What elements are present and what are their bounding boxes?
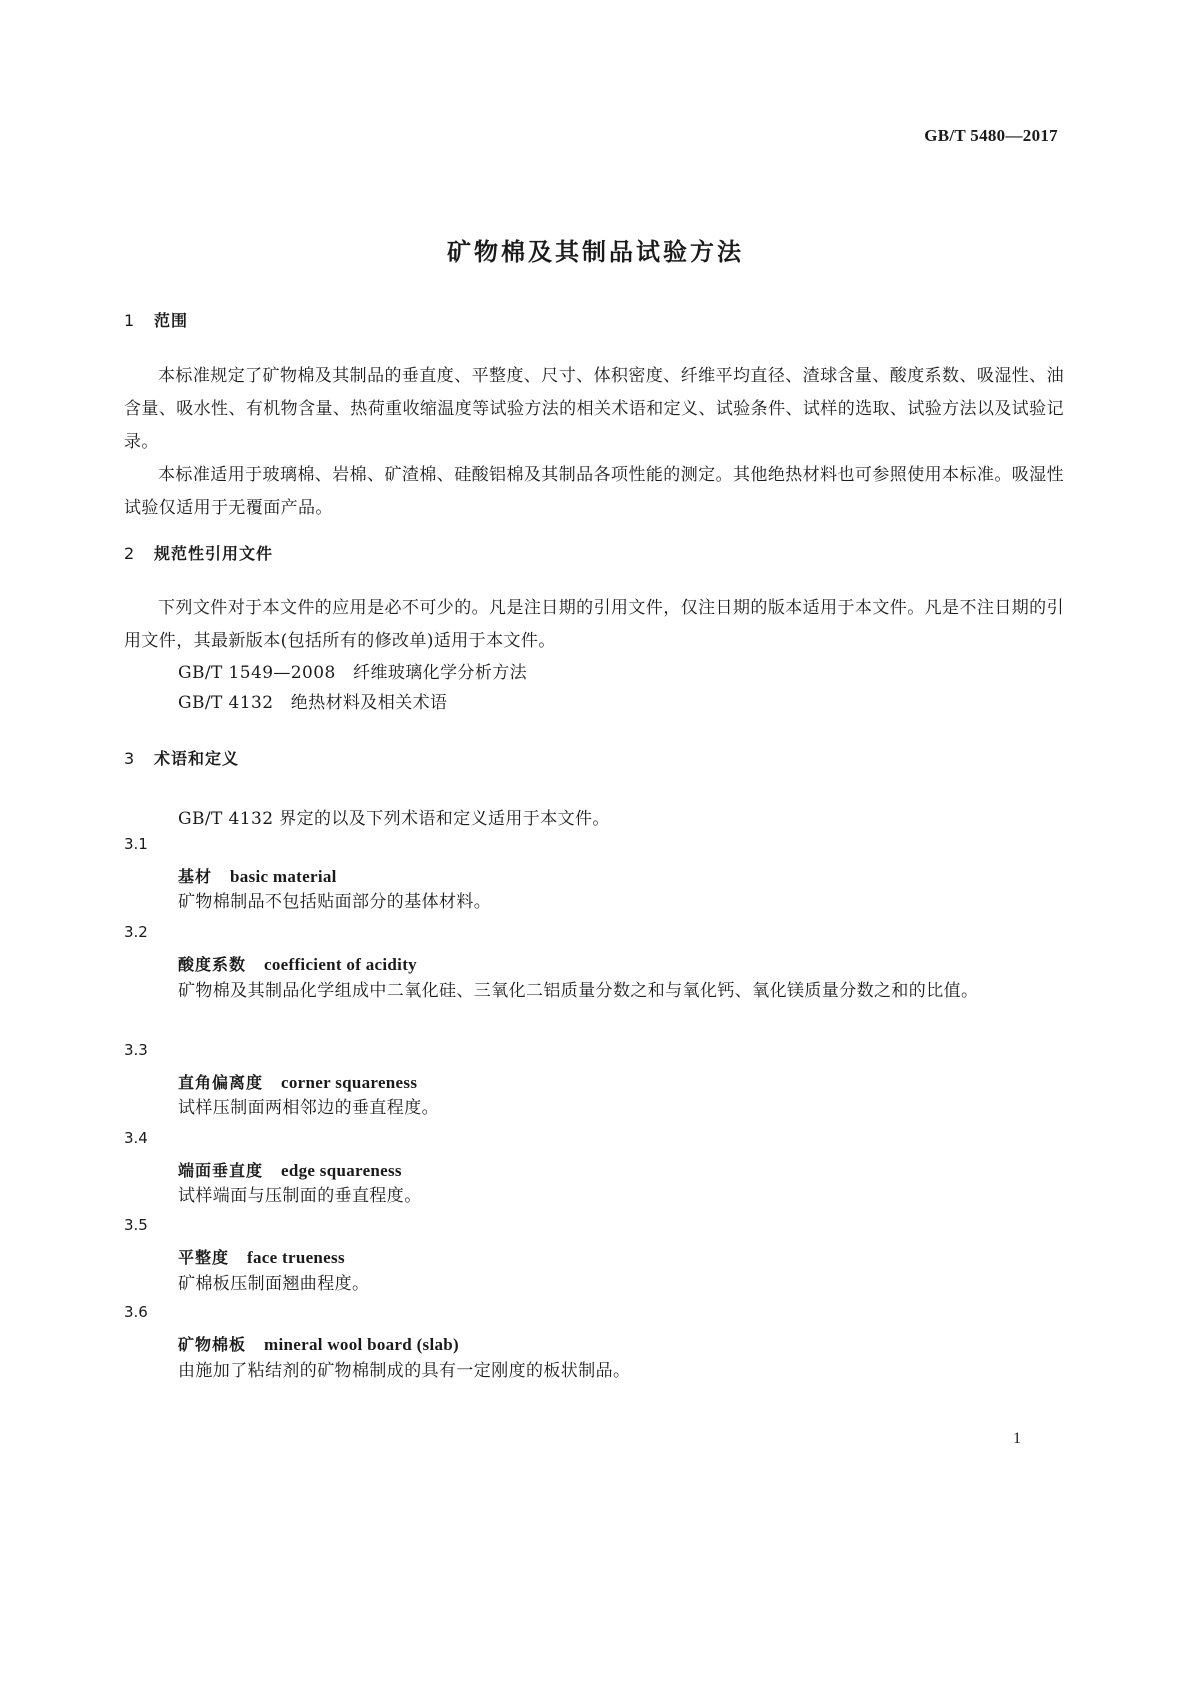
term-heading [178, 864, 337, 887]
term-number: 3.5 [124, 1216, 148, 1234]
terms-intro: GB/T 4132 界定的以及下列术语和定义适用于本文件。 [178, 809, 610, 829]
term-number: 3.1 [124, 835, 148, 853]
term-definition: 由施加了粘结剂的矿物棉制成的具有一定刚度的板状制品。 [178, 1361, 631, 1381]
term-zh: 端面垂直度 [178, 1161, 264, 1180]
term-zh: 矿物棉板 [178, 1335, 247, 1354]
term-definition: 矿物棉制品不包括贴面部分的基体材料。 [178, 892, 492, 912]
section-number: 3 [124, 749, 136, 768]
term-en: corner squareness [281, 1073, 418, 1092]
term-zh: 直角偏离度 [178, 1073, 264, 1092]
term-heading [178, 952, 417, 975]
section-heading-terms [124, 746, 239, 769]
paragraph: 下列文件对于本文件的应用是必不可少的。凡是注日期的引用文件，仅注日期的版本适用于本文件。凡是不注日期的引用文件，其最新版本(包括所有的修改单)适用于本文件。 [124, 598, 1064, 651]
term-heading [178, 1070, 417, 1093]
term-definition: 试样压制面两相邻边的垂直程度。 [178, 1098, 439, 1118]
term-en: edge squareness [281, 1161, 402, 1180]
term-en: mineral wool board (slab) [264, 1335, 459, 1354]
standard-code: GB/T 5480—2017 [924, 126, 1058, 145]
term-zh: 基材 [178, 867, 213, 886]
paragraph: 本标准适用于玻璃棉、岩棉、矿渣棉、硅酸铝棉及其制品各项性能的测定。其他绝热材料也可参照使用本标准。吸湿性试验仅适用于无覆面产品。 [124, 465, 1064, 518]
term-number: 3.2 [124, 923, 148, 941]
term-number: 3.4 [124, 1129, 148, 1147]
term-zh: 平整度 [178, 1248, 230, 1267]
term-heading [178, 1245, 345, 1268]
term-en: coefficient of acidity [264, 955, 417, 974]
term-definition: 试样端面与压制面的垂直程度。 [178, 1186, 422, 1206]
term-en: face trueness [247, 1248, 345, 1267]
section-number: 1 [124, 311, 136, 330]
term-zh: 酸度系数 [178, 955, 247, 974]
term-heading [178, 1332, 459, 1355]
section-title: 范围 [154, 311, 189, 330]
term-number: 3.6 [124, 1303, 148, 1321]
section-number: 2 [124, 544, 136, 563]
section-heading-normative-references [124, 541, 273, 564]
term-number: 3.3 [124, 1041, 148, 1059]
section-heading-scope [124, 308, 188, 331]
reference-item: GB/T 1549—2008 纤维玻璃化学分析方法 [178, 663, 528, 683]
paragraph: 本标准规定了矿物棉及其制品的垂直度、平整度、尺寸、体积密度、纤维平均直径、渣球含量、酸度系数、吸湿性、油含量、吸水性、有机物含量、热荷重收缩温度等试验方法的相关术语和定义、试验条件、试样的选取、试验方法以及试验记录。 [124, 366, 1064, 452]
term-definition: 矿物棉及其制品化学组成中二氧化硅、三氧化二铝质量分数之和与氧化钙、氧化镁质量分数之和的比值。 [178, 981, 979, 1001]
section-title: 规范性引用文件 [154, 544, 274, 563]
term-heading [178, 1158, 402, 1181]
term-definition: 矿棉板压制面翘曲程度。 [178, 1274, 370, 1294]
term-en: basic material [230, 867, 337, 886]
reference-item: GB/T 4132 绝热材料及相关术语 [178, 693, 448, 713]
page-number: 1 [1013, 1430, 1021, 1447]
document-title: 矿物棉及其制品试验方法 [447, 238, 744, 266]
section-title: 术语和定义 [154, 749, 240, 768]
